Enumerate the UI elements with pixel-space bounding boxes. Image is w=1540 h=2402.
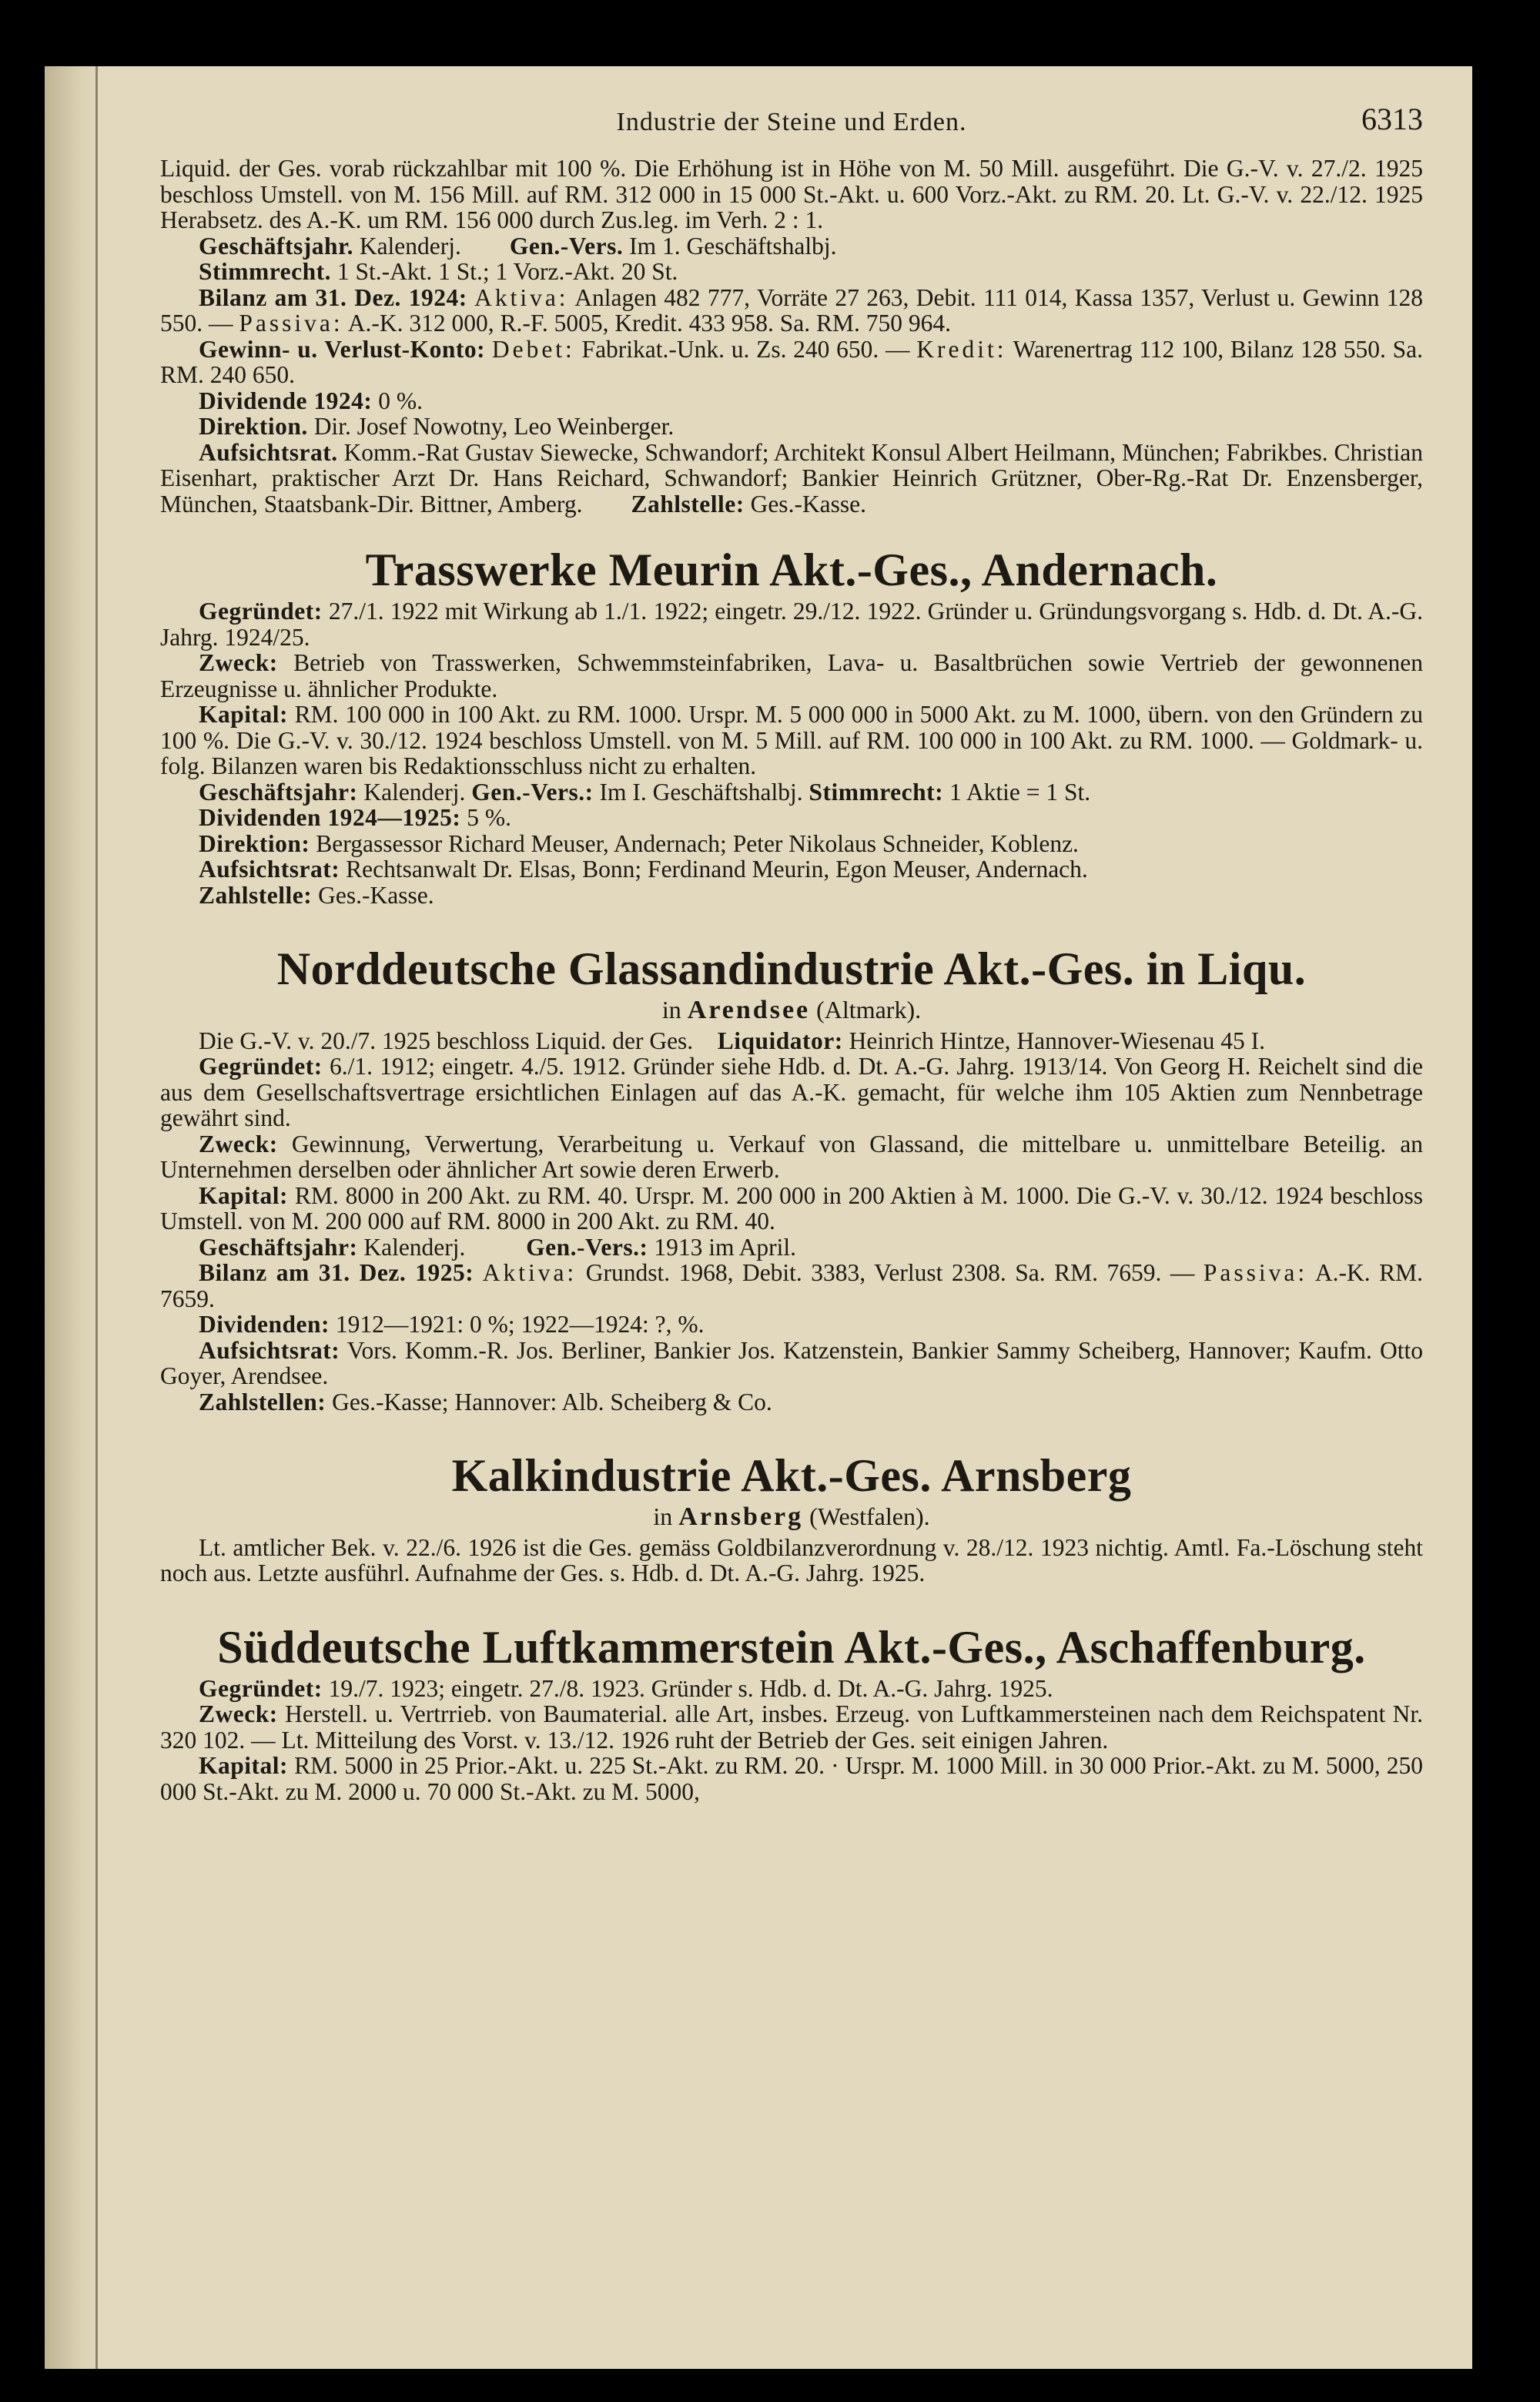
balance-line — [160, 285, 1423, 337]
founded-label: Gegründet: — [199, 1053, 323, 1080]
company-location — [160, 997, 1423, 1023]
liquidation-line — [160, 1028, 1423, 1054]
supervisory-board-label: Aufsichtsrat. — [199, 438, 338, 466]
assets-label: Aktiva: — [482, 1259, 578, 1286]
fiscal-meeting-voting-line — [160, 779, 1423, 806]
paying-office-value: Ges.-Kasse. — [318, 881, 434, 909]
purpose-line — [160, 650, 1423, 702]
general-meeting-label: Gen.-Vers.: — [526, 1233, 648, 1261]
paying-office-label: Zahlstelle: — [631, 490, 745, 518]
paying-offices-label: Zahlstellen: — [199, 1388, 326, 1415]
directors-line — [160, 414, 1423, 440]
page-number: 6313 — [1361, 102, 1423, 136]
liabilities-value: A.-K. 312 000, R.-F. 5005, Kredit. 433 958. Sa. RM. 750 964. — [347, 310, 952, 337]
paying-office-label: Zahlstelle: — [199, 881, 313, 909]
entry-kalkindustrie-arnsberg — [160, 1450, 1423, 1586]
supervisory-board-line — [160, 440, 1423, 518]
binding-gutter — [45, 66, 99, 2369]
fiscal-year-label: Geschäftsjahr. — [199, 232, 353, 260]
general-meeting-label: Gen.-Vers.: — [471, 778, 594, 806]
profit-loss-line — [160, 337, 1423, 388]
dividend-value: 5 %. — [467, 804, 512, 831]
dividend-label: Dividenden 1924—1925: — [199, 804, 461, 831]
founded-label: Gegründet: — [199, 1674, 323, 1702]
company-location — [160, 1504, 1423, 1530]
balance-line — [160, 1260, 1423, 1312]
fiscal-year-value: Kalenderj. — [359, 232, 461, 260]
founded-value: 19./7. 1923; eingetr. 27./8. 1923. Gründer s. Hdb. d. Dt. A.-G. Jahrg. 1925. — [328, 1674, 1053, 1702]
liabilities-label: Passiva: — [239, 310, 343, 337]
location-region: (Westfalen). — [809, 1503, 930, 1530]
purpose-line — [160, 1131, 1423, 1183]
entry-norddeutsche-glassandindustrie — [160, 943, 1423, 1415]
profit-loss-label: Gewinn- u. Verlust-Konto: — [199, 335, 486, 363]
capital-value: RM. 5000 in 25 Prior.-Akt. u. 225 St.-Akt. zu RM. 20. · Urspr. M. 1000 Mill. in 30 000 Prior.-Akt. zu M. 5000, 250 000 St.-Akt. zu M. 2000 u. 70 000 St.-Akt. zu M. 5000, — [160, 1752, 1423, 1805]
voting-right-label: Stimmrecht. — [199, 258, 331, 285]
liquidator-label: Liquidator: — [717, 1027, 843, 1054]
supervisory-board-line — [160, 856, 1423, 883]
credit-value: Warenertrag 112 100, Bilanz 128 550. Sa. RM. 240 650. — [160, 335, 1424, 388]
capital-value: RM. 8000 in 200 Akt. zu RM. 40. Urspr. M. 200 000 in 200 Aktien à M. 1000. Die G.-V. v. 30./12. 1924 beschloss Umstell. von M. 200 000 auf RM. 8000 in 200 Akt. zu RM. 40. — [160, 1181, 1423, 1235]
company-name: Kalkindustrie Akt.-Ges. Arnsberg — [451, 1450, 1132, 1501]
purpose-value: Gewinnung, Verwertung, Verarbeitung u. Verkauf von Glassand, die mittelbare u. unmittelbare Beteilig. an Unternehmen derselben oder ähnlicher Art sowie deren Erwerb. — [160, 1130, 1423, 1183]
dividend-value: 0 %. — [378, 387, 424, 414]
debit-label: Debet: — [491, 335, 575, 363]
general-meeting-label: Gen.-Vers. — [509, 232, 624, 260]
founded-line — [160, 598, 1423, 650]
voting-right-label: Stimmrecht: — [808, 778, 944, 806]
running-head-title: Industrie der Steine und Erden. — [616, 108, 967, 136]
company-name: Trasswerke Meurin Akt.-Ges., Andernach. — [365, 544, 1218, 595]
scanned-page — [45, 66, 1472, 2369]
dividend-label: Dividenden: — [199, 1311, 330, 1338]
capital-line — [160, 1753, 1423, 1804]
assets-value: Grundst. 1968, Debit. 3383, Verlust 2308. Sa. RM. 7659. — — [585, 1259, 1195, 1286]
assets-label: Aktiva: — [474, 283, 569, 311]
founded-label: Gegründet: — [199, 598, 323, 625]
supervisory-board-line — [160, 1338, 1423, 1389]
paying-offices-line — [160, 1389, 1423, 1415]
fiscal-meeting-line — [160, 1235, 1423, 1261]
gutter-rule — [95, 66, 98, 2369]
purpose-label: Zweck: — [199, 1700, 278, 1727]
entry-trasswerke-meurin — [160, 544, 1423, 908]
purpose-label: Zweck: — [199, 1130, 278, 1157]
purpose-value: Betrieb von Trasswerken, Schwemmsteinfabriken, Lava- u. Basaltbrüchen sowie Vertrieb der gewonnenen Erzeugnisse u. ähnlicher Produkte. — [160, 649, 1424, 702]
dividend-value: 1912—1921: 0 %; 1922—1924: ?, %. — [335, 1311, 705, 1338]
general-meeting-value: Im 1. Geschäftshalbj. — [629, 232, 837, 260]
liquidator-value: Heinrich Hintze, Hannover-Wiesenau 45 I. — [849, 1027, 1265, 1054]
voting-right-value: 1 Aktie = 1 St. — [949, 778, 1091, 806]
supervisory-board-value: Vors. Komm.-R. Jos. Berliner, Bankier Jos. Katzenstein, Bankier Sammy Scheiberg, Hannover; Kaufm. Otto Goyer, Arendsee. — [160, 1336, 1423, 1389]
supervisory-board-value: Rechtsanwalt Dr. Elsas, Bonn; Ferdinand Meurin, Egon Meuser, Andernach. — [346, 856, 1088, 883]
credit-label: Kredit: — [916, 335, 1007, 363]
paying-office-value: Ges.-Kasse. — [750, 490, 867, 518]
capital-line — [160, 1183, 1423, 1235]
company-name: Süddeutsche Luftkammerstein Akt.-Ges., Aschaffenburg. — [217, 1621, 1366, 1673]
directors-label: Direktion. — [199, 413, 308, 440]
directors-label: Direktion: — [199, 829, 310, 857]
dividend-label: Dividende 1924: — [199, 387, 373, 414]
location-city: Arendsee — [687, 996, 811, 1024]
entry-previous-company — [160, 156, 1423, 517]
founded-line — [160, 1676, 1423, 1702]
assets-value: Anlagen 482 777, Vorräte 27 263, Debit. 111 014, Kassa 1357, Verlust u. Gewinn 128 550. — — [160, 283, 1423, 337]
location-prefix: in — [653, 1503, 673, 1530]
page-content — [160, 100, 1423, 1804]
liabilities-value: A.-K. RM. 7659. — [160, 1259, 1424, 1312]
balance-label: Bilanz am 31. Dez. 1925: — [199, 1259, 474, 1286]
running-head — [160, 100, 1423, 156]
founded-line — [160, 1054, 1423, 1131]
entry-text: Lt. amtlicher Bek. v. 22./6. 1926 ist die Ges. gemäss Goldbilanzverordnung v. 28./12. 1923 nichtig. Amtl. Fa.-Löschung steht noch aus. Letzte ausführl. Aufnahme der Ges. s. Hdb. d. Dt. A.-G. Jahrg. 1925. — [160, 1533, 1423, 1586]
supervisory-board-label: Aufsichtsrat: — [199, 856, 340, 883]
purpose-value: Herstell. u. Vertrrieb. von Baumaterial. alle Art, insbes. Erzeug. von Luftkammersteinen nach dem Reichspatent Nr. 320 102. — Lt. Mitteilung des Vorst. v. 13./12. 1926 ruht der Betrieb der Ges. seit einigen Jahren. — [160, 1700, 1423, 1754]
founded-value: 27./1. 1922 mit Wirkung ab 1./1. 1922; eingetr. 29./12. 1922. Gründer u. Gründungsvorgang s. Hdb. d. Dt. A.-G. Jahrg. 1924/25. — [160, 598, 1424, 651]
voting-right-value: 1 St.-Akt. 1 St.; 1 Vorz.-Akt. 20 St. — [336, 258, 678, 285]
general-meeting-value: 1913 im April. — [654, 1233, 796, 1261]
general-meeting-value: Im I. Geschäftshalbj. — [599, 778, 803, 806]
purpose-label: Zweck: — [199, 649, 278, 676]
supervisory-board-label: Aufsichtsrat: — [199, 1336, 340, 1364]
capital-continuation: Liquid. der Ges. vorab rückzahlbar mit 100 %. Die Erhöhung ist in Höhe von M. 50 Mill. ausgeführt. Die G.-V. v. 27./2. 1925 beschloss Umstell. von M. 156 Mill. auf RM. 312 000 in 15 000 St.-Akt. u. 600 Vorz.-Akt. zu RM. 20. Lt. G.-V. v. 22./12. 1925 Herabsetz. des A.-K. um RM. 156 000 durch Zus.leg. im Verh. 2 : 1. — [160, 155, 1423, 233]
fiscal-year-line — [160, 233, 1423, 260]
dividend-line — [160, 805, 1423, 831]
supervisory-board-value: Komm.-Rat Gustav Siewecke, Schwandorf; Architekt Konsul Albert Heilmann, München; Fabrikbes. Christian Eisenhart, praktischer Arzt Dr. Hans Reichard, Schwandorf; Bankier Heinrich Grützner, Ober-Rg.-Rat Dr. Enzensberger, München, Staatsbank-Dir. Bittner, Amberg. — [160, 438, 1424, 518]
liquidation-text: Die G.-V. v. 20./7. 1925 beschloss Liquid. der Ges. — [199, 1027, 694, 1054]
paying-office-line — [160, 883, 1423, 909]
fiscal-year-value: Kalenderj. — [363, 778, 466, 806]
founded-value: 6./1. 1912; eingetr. 4./5. 1912. Gründer siehe Hdb. d. Dt. A.-G. Jahrg. 1913/14. Von Georg H. Reichelt sind die aus dem Gesellschaftsvertrage ersichtlichen Einlagen auf das A.-K. gemacht, für welche ihm 105 Aktien zum Nennbetrage gewährt sind. — [160, 1053, 1423, 1131]
voting-right-line — [160, 259, 1423, 285]
capital-line — [160, 702, 1423, 779]
fiscal-year-value: Kalenderj. — [363, 1233, 466, 1261]
directors-value: Bergassessor Richard Meuser, Andernach; Peter Nikolaus Schneider, Koblenz. — [316, 829, 1079, 857]
capital-label: Kapital: — [199, 1181, 289, 1209]
fiscal-year-label: Geschäftsjahr: — [199, 1233, 358, 1261]
location-city: Arnsberg — [678, 1503, 804, 1531]
purpose-line — [160, 1701, 1423, 1753]
debit-value: Fabrikat.-Unk. u. Zs. 240 650. — — [581, 335, 910, 363]
fiscal-year-label: Geschäftsjahr: — [199, 778, 358, 806]
capital-label: Kapital: — [199, 1752, 289, 1779]
location-prefix: in — [661, 996, 681, 1023]
paying-offices-value: Ges.-Kasse; Hannover: Alb. Scheiberg & Co. — [332, 1388, 772, 1415]
location-region: (Altmark). — [816, 996, 922, 1023]
capital-value: RM. 100 000 in 100 Akt. zu RM. 1000. Urspr. M. 5 000 000 in 5000 Akt. zu M. 1000, übern. von den Gründern zu 100 %. Die G.-V. v. 30./12. 1924 beschloss Umstell. von M. 5 Mill. auf RM. 100 000 in 100 Akt. zu RM. 1000. — Goldmark- u. folg. Bilanzen waren bis Redaktionsschluss nicht zu erhalten. — [160, 701, 1424, 779]
capital-label: Kapital: — [199, 701, 289, 728]
company-name: Norddeutsche Glassandindustrie Akt.-Ges. in Liqu. — [276, 943, 1307, 994]
liabilities-label: Passiva: — [1203, 1259, 1308, 1286]
directors-line — [160, 831, 1423, 857]
entry-sueddeutsche-luftkammerstein — [160, 1622, 1423, 1805]
directors-value: Dir. Josef Nowotny, Leo Weinberger. — [313, 413, 675, 440]
dividend-line — [160, 1312, 1423, 1338]
dividend-line — [160, 388, 1423, 414]
balance-label: Bilanz am 31. Dez. 1924: — [199, 283, 467, 311]
